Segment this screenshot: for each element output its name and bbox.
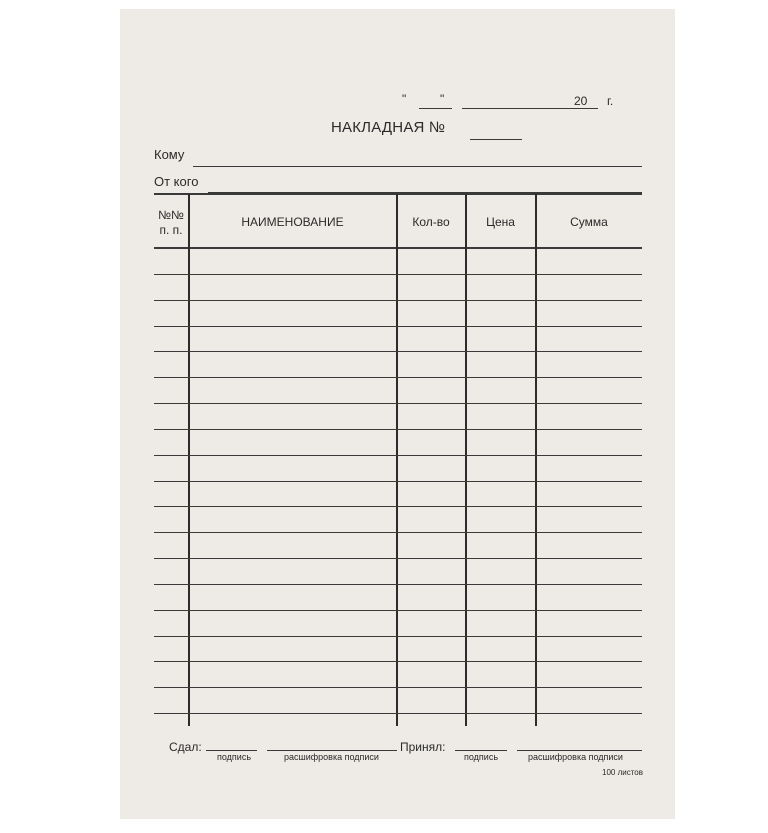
table-row bbox=[154, 274, 642, 275]
col-header-number-line2: п. п. bbox=[159, 223, 183, 237]
table-row bbox=[154, 584, 642, 585]
received-decode-line bbox=[517, 750, 642, 751]
table-row bbox=[154, 636, 642, 637]
received-label: Принял: bbox=[400, 740, 446, 754]
table-header-border bbox=[154, 247, 642, 249]
table-row bbox=[154, 351, 642, 352]
table-row bbox=[154, 610, 642, 611]
handed-label: Сдал: bbox=[169, 740, 202, 754]
table-row bbox=[154, 532, 642, 533]
invoice-form-sheet bbox=[120, 9, 675, 819]
table-row bbox=[154, 429, 642, 430]
date-year-prefix: 20 bbox=[574, 94, 588, 108]
table-row bbox=[154, 326, 642, 327]
table-row bbox=[154, 455, 642, 456]
table-row bbox=[154, 481, 642, 482]
table-row bbox=[154, 661, 642, 662]
col-header-number-line1: №№ bbox=[158, 208, 184, 222]
col-header-qty: Кол-во bbox=[412, 215, 450, 229]
table-top-border bbox=[154, 193, 642, 195]
received-signature-caption: подпись bbox=[464, 752, 499, 762]
to-field-line bbox=[193, 166, 642, 167]
table-row bbox=[154, 558, 642, 559]
sheet-count: 100 листов bbox=[602, 768, 643, 777]
table-row bbox=[154, 377, 642, 378]
table-row bbox=[154, 713, 642, 714]
table-row bbox=[154, 300, 642, 301]
received-decode-caption: расшифровка подписи bbox=[528, 752, 623, 762]
date-quote-open: " bbox=[402, 92, 407, 106]
table-row bbox=[154, 403, 642, 404]
invoice-title: НАКЛАДНАЯ № bbox=[331, 119, 446, 136]
from-label: От кого bbox=[154, 174, 199, 189]
invoice-number-line bbox=[470, 139, 522, 140]
to-label: Кому bbox=[154, 147, 185, 162]
date-day-line bbox=[419, 108, 452, 109]
date-quote-close: " bbox=[440, 92, 445, 106]
table-row bbox=[154, 506, 642, 507]
date-month-line bbox=[462, 108, 598, 109]
col-header-name: НАИМЕНОВАНИЕ bbox=[241, 215, 344, 229]
date-year-suffix: г. bbox=[607, 94, 614, 108]
col-header-price: Цена bbox=[486, 215, 515, 229]
table-row bbox=[154, 687, 642, 688]
handed-signature-line bbox=[206, 750, 257, 751]
handed-decode-caption: расшифровка подписи bbox=[284, 752, 379, 762]
col-header-sum: Сумма bbox=[570, 215, 608, 229]
handed-decode-line bbox=[267, 750, 397, 751]
received-signature-line bbox=[455, 750, 507, 751]
handed-signature-caption: подпись bbox=[217, 752, 252, 762]
